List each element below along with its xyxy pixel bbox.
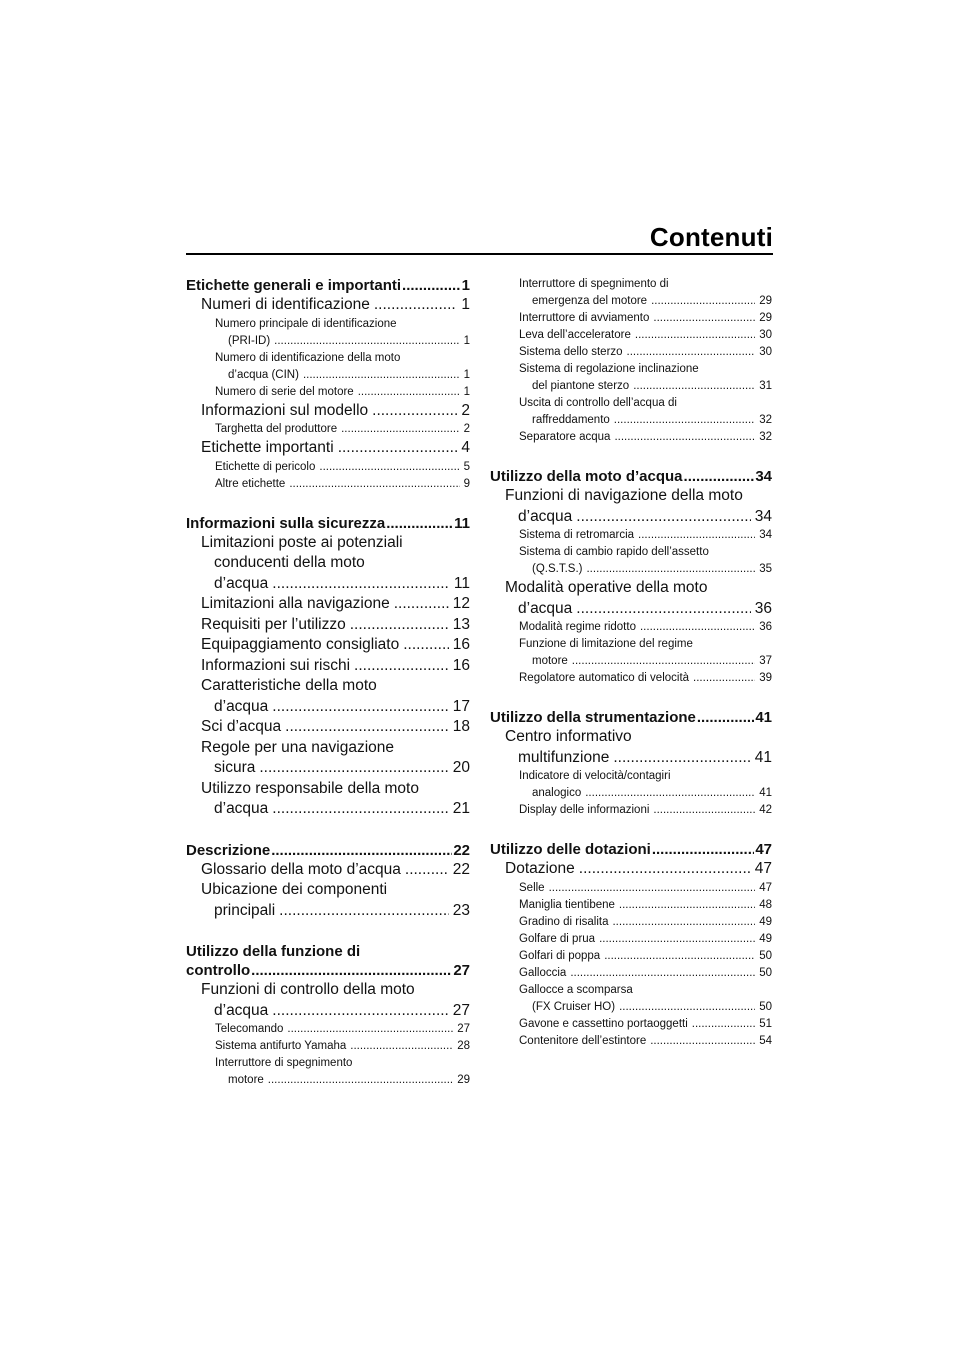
toc-leader-dots [579,859,751,880]
toc-entry-title: (PRI-ID) [228,334,271,347]
toc-entry-title: Utilizzo della funzione di [186,943,361,960]
toc-entry-title: Informazioni sui rischi [201,656,351,674]
toc-entry-level3[interactable] [490,982,772,1016]
toc-page-number: 2 [461,401,470,419]
toc-entry-level2[interactable] [186,980,470,1021]
toc-entry-line [201,697,470,718]
toc-page-number: 34 [755,468,772,485]
toc-page-number: 49 [759,932,772,945]
toc-leader-dots [374,295,458,316]
toc-page-number: 17 [452,697,470,715]
toc-leader-dots [684,467,755,486]
toc-leader-dots [576,599,750,620]
toc-entry-level2[interactable] [186,635,470,656]
toc-entry-title: Interruttore di spegnimento di [519,278,669,290]
toc-entry-level2[interactable] [186,717,470,738]
toc-entry-title: Funzioni di controllo della moto [201,981,415,998]
toc-page-number: 1 [461,277,470,294]
toc-page-number: 29 [759,312,772,324]
toc-entry-title: Ubicazione dei componenti [201,881,388,898]
toc-entry-level2[interactable] [490,578,772,619]
toc-page-number: 29 [457,1074,470,1086]
toc-entry-title: Maniglia tientibene [519,898,615,911]
toc-entry-level1[interactable] [186,841,470,860]
toc-entry-level3[interactable] [490,768,772,802]
toc-leader-dots [279,901,449,922]
toc-leader-dots [287,1021,453,1038]
toc-entry-title: Dotazione [505,860,575,877]
toc-column-left [186,276,470,1089]
toc-page-number: 49 [759,915,772,928]
toc-leader-dots [638,527,755,544]
toc-entry-level2[interactable] [186,438,470,459]
toc-entry-title: Requisiti per l’utilizzo [201,615,346,633]
toc-entry-line [201,1001,470,1022]
toc-page-number: 51 [759,1017,772,1030]
toc-entry-title: Separatore acqua [519,431,611,443]
toc-entry-level2[interactable] [186,738,470,779]
toc-entry-level1[interactable] [490,708,772,727]
toc-page-number: 41 [754,748,772,766]
toc-page-number: 34 [759,529,772,541]
toc-page-number: 36 [754,599,772,617]
toc-leader-dots [386,514,453,533]
toc-leader-dots [614,412,755,429]
toc-page-number: 50 [759,949,772,962]
toc-page-number: 11 [454,514,470,532]
toc-page-number: 42 [759,804,772,816]
toc-entry-title: Equipaggiamento consigliato [201,636,400,653]
toc-page-number: 41 [755,709,772,726]
toc-page-number: 35 [759,563,772,575]
toc-entry-level3[interactable] [490,1033,772,1050]
toc-leader-dots [251,961,452,980]
toc-column-right [490,276,772,1050]
toc-entry-title: raffreddamento [532,414,610,426]
toc-page-number: 27 [453,962,470,979]
toc-leader-dots [303,367,460,384]
toc-entry-title: d’acqua [214,1001,269,1019]
toc-entry-title: d’acqua [518,599,573,617]
toc-leader-dots [549,880,756,897]
toc-entry-title: Numero di identificazione della moto [215,351,401,364]
toc-leader-dots [653,310,755,327]
toc-entry-line [186,961,470,980]
toc-leader-dots [697,708,754,727]
toc-entry-level3[interactable] [186,316,470,350]
toc-entry-title: Descrizione [186,841,271,859]
toc-page-number: 28 [457,1040,470,1052]
toc-leader-dots [402,276,461,295]
toc-page-number: 1 [463,368,470,381]
toc-page-number: 29 [759,295,772,307]
toc-page-number: 9 [463,477,470,490]
toc-entry-level3[interactable] [490,897,772,914]
toc-entry-level2[interactable] [186,860,470,881]
toc-entry-title: d’acqua [214,800,269,817]
toc-entry-title: Sci d’acqua [201,718,282,735]
toc-page-number: 47 [754,860,772,877]
toc-leader-dots [635,327,755,344]
page-title: Contenuti [649,222,773,252]
toc-leader-dots [604,948,755,965]
toc-page-number: 27 [452,1001,470,1019]
toc-leader-dots [651,293,755,310]
toc-page-number: 21 [452,800,470,817]
toc-page-number: 50 [759,1000,772,1013]
toc-leader-dots [358,384,460,401]
toc-entry-level3[interactable] [490,802,772,819]
toc-page-number: 54 [759,1034,772,1047]
toc-entry-line [201,574,470,595]
toc-entry-title: Caratteristiche della moto [201,677,377,694]
toc-page-number: 48 [759,898,772,911]
toc-leader-dots [650,1033,755,1050]
toc-entry-title: d’acqua [214,574,269,592]
toc-entry-title: del piantone sterzo [532,380,630,392]
toc-leader-dots [272,574,450,595]
toc-entry-level2[interactable] [186,779,470,820]
toc-entry-line [519,378,772,395]
toc-entry-title: Limitazioni poste ai potenziali [201,533,403,551]
toc-entry-title: Display delle informazioni [519,804,650,816]
toc-entry-title: Regolatore automatico di velocità [519,672,690,684]
toc-leader-dots [692,1016,755,1033]
toc-leader-dots [612,914,755,931]
toc-entry-title: Regole per una navigazione [201,738,395,756]
toc-page-number: 31 [759,380,772,392]
toc-entry-title: Selle [519,881,545,894]
toc-entry-level1[interactable] [186,276,470,295]
toc-page-number: 32 [759,431,772,443]
toc-leader-dots [338,438,458,459]
toc-entry-title: Utilizzo della moto d’acqua [490,468,683,485]
toc-entry-title: d’acqua [518,507,573,525]
toc-entry-title: Telecomando [215,1023,284,1035]
toc-entry-level2[interactable] [186,533,470,595]
toc-entry-title: d’acqua [214,697,269,715]
toc-page-number: 47 [755,841,772,858]
toc-page-number: 12 [452,595,470,612]
toc-entry-title: Sistema di regolazione inclinazione [519,363,699,375]
toc-page-number: 13 [452,615,470,633]
toc-entry-title: Gavone e cassettino portaoggetti [519,1017,688,1030]
toc-entry-line [201,758,470,779]
toc-leader-dots [633,378,755,395]
toc-entry-level3[interactable] [490,361,772,395]
toc-entry-level3[interactable] [490,965,772,982]
toc-entry-line [505,599,772,620]
toc-entry-title: (FX Cruiser HO) [532,1000,616,1013]
toc-page-number: 34 [754,507,772,525]
toc-entry-title: analogico [532,787,582,799]
toc-leader-dots [271,841,452,860]
toc-entry-title: Utilizzo della strumentazione [490,709,696,726]
toc-entry-level3[interactable] [186,350,470,384]
toc-entry-line [519,999,772,1016]
toc-entry-level3[interactable] [490,310,772,327]
toc-entry-title-continued: conducenti della moto [214,554,365,571]
toc-entry-level2[interactable] [490,727,772,768]
toc-page-number: 36 [759,621,772,633]
toc-entry-title: Utilizzo responsabile della moto [201,779,419,797]
toc-leader-dots [285,717,449,738]
toc-entry-level3[interactable] [490,948,772,965]
toc-leader-dots [289,476,459,493]
toc-page-number: 1 [463,334,470,347]
toc-entry-level2[interactable] [490,486,772,527]
toc-entry-title: Funzione di limitazione del regime [519,638,693,650]
toc-page-number: 30 [759,329,772,341]
toc-entry-line [519,785,772,802]
toc-entry-title: controllo [186,962,251,979]
toc-page-number: 37 [759,655,772,667]
toc-entry-title: Utilizzo delle dotazioni [490,841,651,858]
toc-entry-title: Modalità regime ridotto [519,621,636,633]
toc-page-number: 39 [759,672,772,684]
toc-page-number: 47 [759,881,772,894]
toc-page-number: 11 [453,574,470,592]
toc-entry-line [201,901,470,922]
toc-page-number: 4 [461,439,470,456]
toc-entry-title: Sistema di cambio rapido dell’assetto [519,546,709,558]
toc-page-number: 32 [759,414,772,426]
toc-entry-title: Interruttore di spegnimento [215,1057,353,1069]
toc-entry-title: principali [214,901,276,919]
toc-entry-line [215,333,470,350]
toc-entry-line [519,412,772,429]
toc-page-number: 18 [452,718,470,735]
toc-leader-dots [585,785,755,802]
toc-leader-dots [274,333,459,350]
toc-page-number: 1 [463,385,470,398]
toc-page-number: 16 [452,636,470,653]
toc-entry-level3[interactable] [490,327,772,344]
toc-entry-level3[interactable] [490,1016,772,1033]
title-rule [186,253,773,255]
toc-entry-title: Golfare di prua [519,932,596,945]
toc-entry-level3[interactable] [490,429,772,446]
toc-leader-dots [614,429,755,446]
toc-entry-title: Contenitore dell’estintore [519,1034,647,1047]
toc-entry-level1[interactable] [186,942,470,980]
toc-page-number: 22 [452,860,470,878]
toc-entry-line [201,799,470,820]
toc-entry-title: Gradino di risalita [519,915,609,928]
toc-entry-line [215,1072,470,1089]
toc-entry-level2[interactable] [186,615,470,636]
toc-leader-dots [576,507,750,528]
toc-entry-title: Targhetta del produttore [215,423,338,435]
toc-leader-dots [350,1038,453,1055]
toc-entry-title: Modalità operative della moto [505,579,708,596]
toc-entry-title: Golfari di poppa [519,949,601,962]
toc-entry-level1[interactable] [186,514,470,533]
toc-page-number: 27 [457,1023,470,1035]
toc-entry-title: motore [228,1074,264,1086]
toc-entry-level2[interactable] [186,594,470,615]
toc-entry-title: Interruttore di avviamento [519,312,650,324]
toc-page-number: 16 [452,656,470,674]
toc-entry-level3[interactable] [186,1055,470,1089]
toc-entry-title: Gallocce a scomparsa [519,983,633,996]
toc-entry-level3[interactable] [490,276,772,310]
toc-leader-dots [259,758,448,779]
toc-leader-dots [619,897,755,914]
toc-entry-level3[interactable] [490,544,772,578]
toc-entry-level3[interactable] [490,619,772,636]
toc-entry-level3[interactable] [186,459,470,476]
toc-entry-title: Sistema dello sterzo [519,346,623,358]
toc-entry-title: Leva dell’acceleratore [519,329,631,341]
toc-page-number: 23 [452,901,470,919]
toc-entry-level2[interactable] [186,676,470,717]
toc-entry-level3[interactable] [490,670,772,687]
toc-leader-dots [403,635,449,656]
toc-leader-dots [341,421,459,438]
toc-leader-dots [372,401,457,422]
toc-entry-title: Numeri di identificazione [201,296,370,313]
toc-entry-title: Informazioni sulla sicurezza [186,514,386,532]
toc-entry-level3[interactable] [490,636,772,670]
toc-page-number: 20 [452,759,470,776]
toc-leader-dots [405,860,449,881]
toc-entry-line [519,653,772,670]
toc-entry-title: Etichette importanti [201,439,334,456]
toc-entry-level3[interactable] [186,476,470,493]
toc-leader-dots [599,931,755,948]
toc-leader-dots [272,697,448,718]
toc-leader-dots [272,1001,448,1022]
toc-entry-title: Etichette di pericolo [215,460,316,473]
toc-leader-dots [653,802,755,819]
toc-leader-dots [268,1072,453,1089]
toc-page-number: 1 [461,296,470,313]
toc-entry-level3[interactable] [490,880,772,897]
toc-entry-level2[interactable] [186,880,470,921]
toc-entry-level3[interactable] [186,384,470,401]
toc-entry-title: Numero principale di identificazione [215,317,397,330]
toc-entry-level3[interactable] [186,1021,470,1038]
toc-page-number: 41 [759,787,772,799]
toc-entry-title: Numero di serie del motore [215,385,354,398]
toc-entry-level2[interactable] [186,295,470,316]
toc-entry-level2[interactable] [186,656,470,677]
toc-entry-level3[interactable] [490,931,772,948]
toc-entry-title: (Q.S.T.S.) [532,563,583,575]
toc-entry-line [505,748,772,769]
toc-leader-dots [319,459,459,476]
toc-leader-dots [619,999,755,1016]
toc-leader-dots [572,653,755,670]
toc-page-number: 2 [463,423,470,435]
toc-leader-dots [354,656,449,677]
toc-entry-title: Limitazioni alla navigazione [201,595,390,612]
toc-page-number: 5 [463,460,470,473]
toc-entry-title: emergenza del motore [532,295,648,307]
toc-entry-level3[interactable] [490,395,772,429]
toc-entry-title: Funzioni di navigazione della moto [505,487,743,504]
toc-entry-title: Altre etichette [215,477,286,490]
toc-entry-line [519,561,772,578]
toc-leader-dots [394,594,449,615]
toc-entry-level3[interactable] [490,344,772,361]
toc-entry-level1[interactable] [490,840,772,859]
toc-entry-line [505,507,772,528]
toc-entry-level3[interactable] [186,1038,470,1055]
toc-entry-title: multifunzione [518,748,610,766]
toc-entry-level3[interactable] [490,914,772,931]
toc-entry-title: Etichette generali e importanti [186,277,402,294]
toc-entry-title: Uscita di controllo dell’acqua di [519,397,677,409]
toc-leader-dots [627,344,756,361]
toc-entry-level1[interactable] [490,467,772,486]
toc-leader-dots [693,670,755,687]
toc-entry-title: Sistema antifurto Yamaha [215,1040,347,1052]
toc-page-number: 22 [453,841,470,859]
toc-entry-line [519,293,772,310]
toc-leader-dots [586,561,755,578]
toc-entry-line [215,367,470,384]
toc-entry-title: Centro informativo [505,728,632,745]
toc-leader-dots [350,615,449,636]
toc-leader-dots [570,965,755,982]
toc-leader-dots [652,840,754,859]
toc-entry-level2[interactable] [490,859,772,880]
toc-entry-level3[interactable] [490,527,772,544]
toc-entry-title: sicura [214,759,256,776]
toc-entry-level2[interactable] [186,401,470,422]
toc-leader-dots [272,799,448,820]
toc-leader-dots [613,748,750,769]
toc-page-number: 50 [759,966,772,979]
toc-page-number: 30 [759,346,772,358]
toc-leader-dots [640,619,755,636]
toc-entry-title: Glossario della moto d’acqua [201,860,401,878]
toc-entry-title: Sistema di retromarcia [519,529,635,541]
toc-entry-title: d’acqua (CIN) [228,368,299,381]
toc-entry-title: motore [532,655,568,667]
toc-entry-title: Indicatore di velocità/contagiri [519,770,671,782]
toc-entry-title: Galloccia [519,966,567,979]
toc-entry-title: Informazioni sul modello [201,401,369,419]
toc-entry-level3[interactable] [186,421,470,438]
